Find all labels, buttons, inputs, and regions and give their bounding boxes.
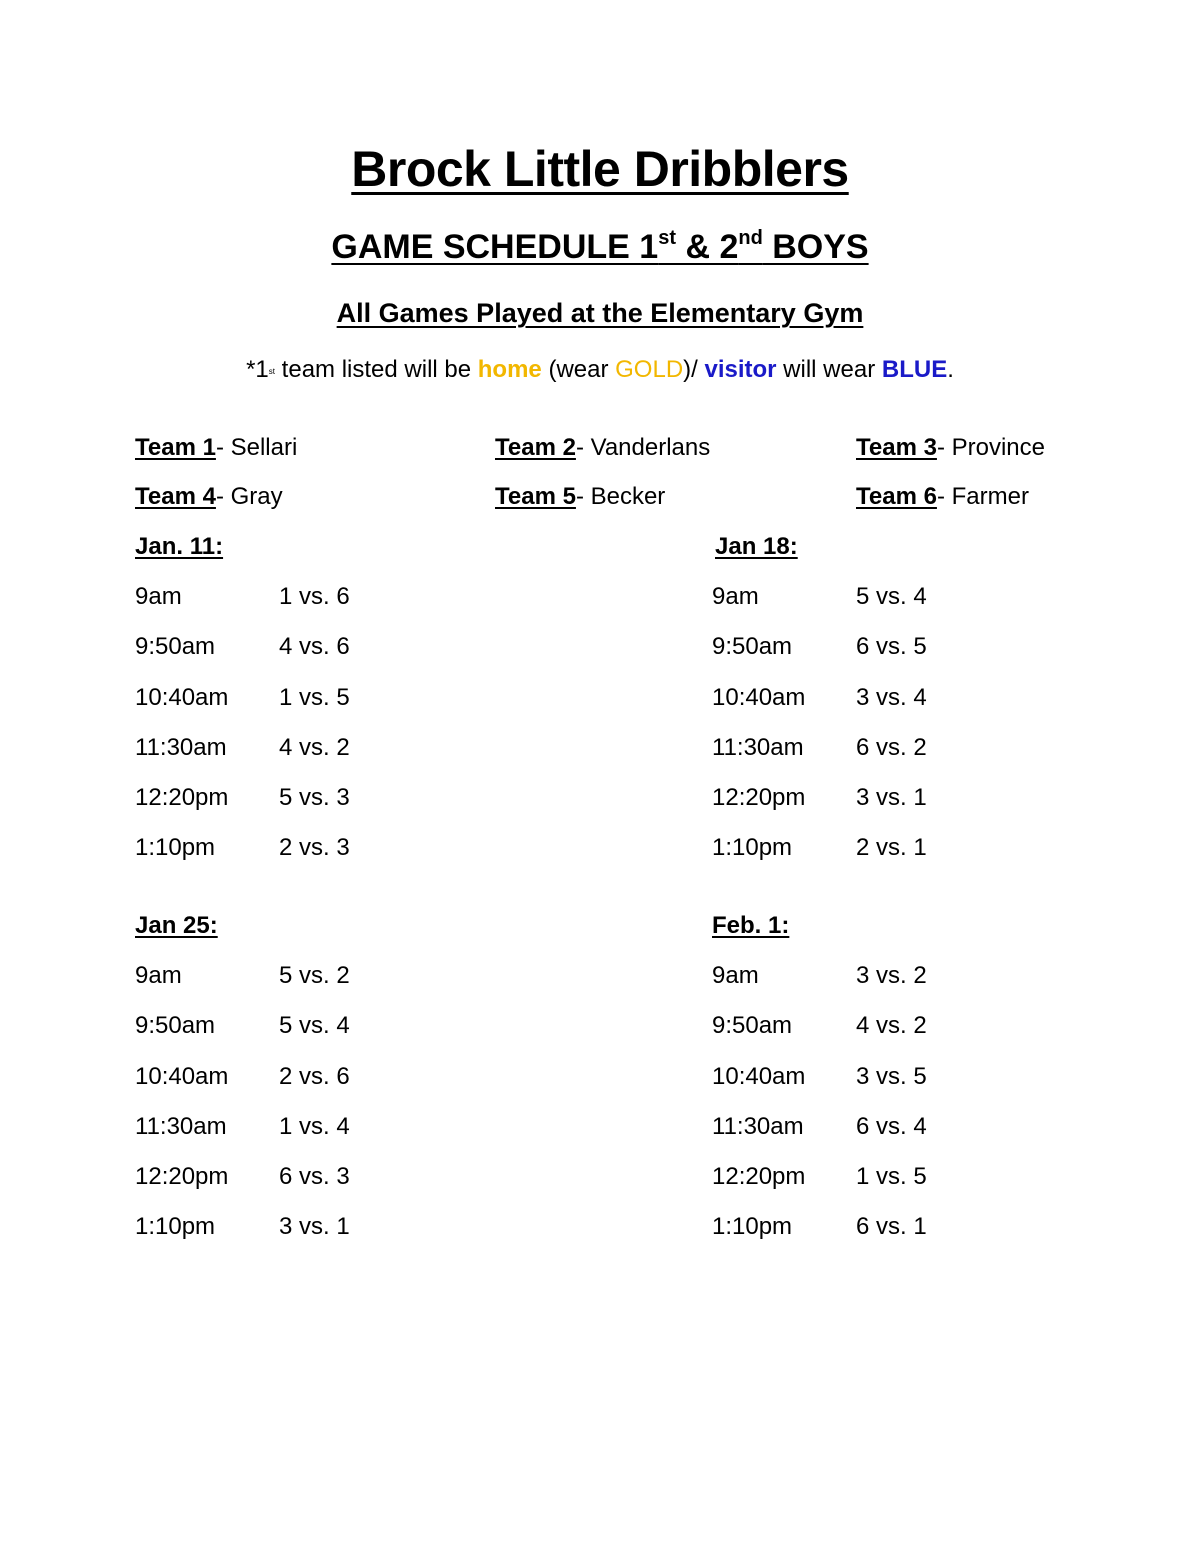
- game-time: 11:30am: [712, 733, 804, 761]
- note-part: .: [947, 356, 954, 383]
- game-matchup: 6 vs. 4: [856, 1112, 927, 1140]
- game-row: [135, 784, 475, 834]
- subtitle-superscript: st: [658, 227, 676, 249]
- team-label: Team 5: [495, 483, 576, 510]
- team-label: Team 1: [135, 434, 216, 461]
- game-date: Jan 18:: [715, 533, 798, 560]
- game-row: [712, 1113, 1052, 1163]
- game-time: 9am: [135, 583, 182, 610]
- game-matchup: 5 vs. 2: [279, 962, 350, 989]
- game-row: [712, 962, 1052, 1012]
- game-time: 9am: [712, 583, 759, 610]
- game-list: [712, 583, 1052, 885]
- team-label: Team 6: [856, 483, 937, 510]
- game-time: 9:50am: [712, 633, 793, 661]
- team-coach: - Gray: [215, 483, 283, 510]
- game-time: 9:50am: [135, 1012, 216, 1040]
- team-label: Team 2: [495, 434, 576, 461]
- game-row: [135, 1063, 475, 1113]
- team-coach: - Farmer: [936, 483, 1029, 510]
- game-row: [135, 962, 475, 1012]
- game-matchup: 1 vs. 5: [856, 1163, 927, 1191]
- game-matchup: 3 vs. 1: [856, 784, 927, 812]
- game-list: [135, 962, 475, 1264]
- game-row: [712, 1163, 1052, 1213]
- team-label: Team 3: [856, 434, 937, 461]
- game-time: 12:20pm: [712, 784, 806, 812]
- note-superscript: st: [268, 367, 276, 376]
- team-coach: - Vanderlans: [575, 434, 711, 461]
- gold-label: GOLD: [615, 356, 684, 383]
- schedule-subtitle: [0, 228, 1200, 267]
- game-row: [135, 1012, 475, 1062]
- team-entry: [495, 483, 665, 511]
- game-row: [712, 684, 1052, 734]
- game-time: 1:10pm: [135, 834, 216, 862]
- game-matchup: 3 vs. 1: [279, 1213, 350, 1241]
- game-row: [712, 734, 1052, 784]
- game-time: 12:20pm: [712, 1163, 806, 1191]
- game-date: Feb. 1:: [712, 912, 790, 939]
- game-matchup: 5 vs. 4: [856, 583, 927, 610]
- game-list: [135, 583, 475, 885]
- game-matchup: 2 vs. 1: [856, 834, 927, 862]
- game-matchup: 1 vs. 4: [279, 1112, 350, 1140]
- home-label: home: [477, 356, 542, 383]
- team-coach: - Becker: [575, 483, 666, 510]
- game-matchup: 2 vs. 3: [279, 834, 350, 862]
- note-part: )/: [683, 356, 705, 383]
- game-matchup: 5 vs. 4: [279, 1012, 350, 1040]
- game-matchup: 1 vs. 5: [279, 683, 350, 711]
- note-part: *1: [246, 356, 269, 383]
- game-time: 9am: [712, 962, 759, 989]
- team-entry: [856, 434, 1045, 462]
- game-time: 11:30am: [712, 1112, 804, 1140]
- game-row: [712, 834, 1052, 884]
- game-time: 9:50am: [135, 633, 216, 661]
- game-row: [135, 834, 475, 884]
- game-matchup: 3 vs. 2: [856, 962, 927, 989]
- game-time: 11:30am: [135, 733, 227, 761]
- team-label: Team 4: [135, 483, 216, 510]
- note-part: (wear: [541, 356, 616, 383]
- game-time: 1:10pm: [712, 834, 793, 862]
- team-entry: [495, 434, 710, 462]
- subtitle-superscript: nd: [738, 227, 763, 249]
- game-matchup: 4 vs. 6: [279, 633, 350, 661]
- game-matchup: 3 vs. 5: [856, 1062, 927, 1090]
- location-heading: All Games Played at the Elementary Gym: [336, 298, 864, 328]
- game-list: [712, 962, 1052, 1264]
- team-coach: - Province: [936, 434, 1045, 461]
- game-matchup: 6 vs. 3: [279, 1163, 350, 1191]
- game-row: [135, 633, 475, 683]
- game-date: Jan 25:: [135, 912, 218, 939]
- game-matchup: 6 vs. 1: [856, 1213, 927, 1241]
- game-time: 10:40am: [712, 683, 806, 711]
- game-matchup: 3 vs. 4: [856, 683, 927, 711]
- visitor-label: visitor: [704, 356, 777, 383]
- game-row: [712, 583, 1052, 633]
- game-matchup: 4 vs. 2: [279, 733, 350, 761]
- game-row: [135, 1163, 475, 1213]
- game-row: [712, 1012, 1052, 1062]
- game-time: 9am: [135, 962, 182, 989]
- game-row: [712, 784, 1052, 834]
- game-row: [135, 1213, 475, 1263]
- game-time: 12:20pm: [135, 1163, 229, 1191]
- note-part: team listed will be: [275, 356, 478, 383]
- subtitle-part: GAME SCHEDULE 1: [331, 228, 659, 266]
- team-coach: - Sellari: [215, 434, 298, 461]
- team-entry: [856, 483, 1029, 511]
- game-matchup: 6 vs. 2: [856, 733, 927, 761]
- game-time: 10:40am: [135, 1062, 229, 1090]
- subtitle-part: BOYS: [762, 228, 869, 266]
- game-time: 1:10pm: [135, 1213, 216, 1241]
- game-row: [712, 1213, 1052, 1263]
- game-row: [712, 1063, 1052, 1113]
- team-entry: [135, 483, 283, 511]
- game-time: 10:40am: [712, 1062, 806, 1090]
- subtitle-part: & 2: [676, 228, 739, 266]
- game-matchup: 6 vs. 5: [856, 633, 927, 661]
- note-part: will wear: [776, 356, 882, 383]
- game-matchup: 4 vs. 2: [856, 1012, 927, 1040]
- game-row: [135, 684, 475, 734]
- game-row: [712, 633, 1052, 683]
- game-matchup: 2 vs. 6: [279, 1062, 350, 1090]
- game-time: 1:10pm: [712, 1213, 793, 1241]
- game-time: 10:40am: [135, 683, 229, 711]
- game-time: 11:30am: [135, 1112, 227, 1140]
- game-matchup: 5 vs. 3: [279, 784, 350, 812]
- game-matchup: 1 vs. 6: [279, 583, 350, 610]
- page-title: Brock Little Dribblers: [351, 141, 849, 197]
- team-entry: [135, 434, 297, 462]
- game-row: [135, 734, 475, 784]
- game-time: 9:50am: [712, 1012, 793, 1040]
- game-time: 12:20pm: [135, 784, 229, 812]
- game-row: [135, 1113, 475, 1163]
- uniform-note: [0, 356, 1200, 384]
- game-row: [135, 583, 475, 633]
- blue-label: BLUE: [881, 356, 948, 383]
- game-date: Jan. 11:: [135, 533, 224, 560]
